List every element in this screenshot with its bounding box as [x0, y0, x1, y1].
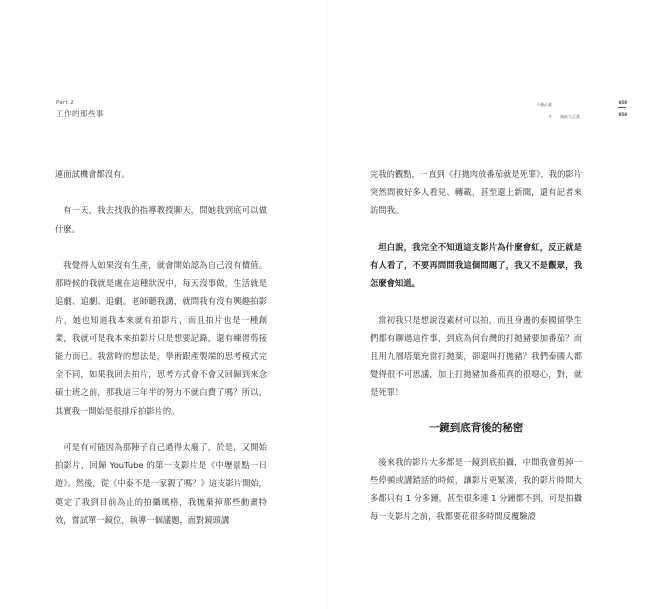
part-label: Part 2 — [56, 100, 74, 106]
paragraph: 當初我只是想說沒素材可以拍，而且身邊的泰國留學生們都有聊過這件事，到底為何台灣的打拋豬要加番茄？而且用九層塔葉充當打拋葉，卻還叫打拋豬？我們泰國人都覺得很不可思議，加上打拋豬加番茄真的很噁心，對，就是死罪！ — [370, 314, 582, 398]
running-head-line-2: 才 務最大正業 — [548, 114, 580, 119]
paragraph: 後來我的影片大多都是一鏡到底拍攝，中間我會剪掉一些停頓或講錯話的時候，讓影片更緊湊，我的影片時間大多都只有 1 分多鐘，甚至很多連 1 分鐘都不到，可是拍攝每一支影片之前，我都要花很多時間反覆驗證 — [370, 456, 582, 522]
page-number-top: 059 — [618, 100, 627, 105]
paragraph: 我覺得人如果沒有生產，就會開始認為自己沒有價值。那時候的我就是處在這種狀況中，每天沒事做，生活就是追劇、追劇、追劇。老師聽我講，就問我有沒有興趣拍影片，她也知道我本來就有拍影片，而且拍片也是一種創業，我就可是我本來拍影片只是想要記錄，還有練習剪接能力而已。我當時的想法是，學術跟產製端的思考模式完全不同，如果我回去拍片，思考方式會不會又回歸到來念碩士班之前，那我這三年半的努力不就白費了嗎？所以，其實我一開始是很排斥拍影片的。 — [55, 259, 267, 416]
running-head-line-1: 不務正業 — [536, 102, 552, 107]
right-page — [328, 0, 655, 609]
page-number-bottom: 058 — [618, 112, 627, 117]
running-head-left — [56, 100, 104, 119]
emphasized-paragraph: 坦白說，我完全不知道這支影片為什麼會紅，反正就是有人看了，不要再問問我這個問題了，我又不是觀眾，我怎麼會知道。 — [370, 241, 582, 289]
paragraph: 可是有可能因為那陣子自己過得太廢了，於是，又開始拍影片，回歸 YouTube 的第一支影片是《中壢景點一日遊》。然後，從《中泰不是一家親了嗎？》這支影片開始，奠定了我到目前為止的拍攝風格，我拋棄掉那些動畫特效，嘗試單一鏡位，執導一個議題，面對鏡頭講 — [55, 442, 267, 525]
page-number-divider — [618, 107, 626, 108]
paragraph: 完我的觀點，一直到《打拋肉放番茄就是死罪》，我的影片突然間被好多人看見、轉載，甚至還上新聞，還有記者來訪問我。 — [370, 169, 582, 216]
section-heading: 一鏡到底背後的秘密 — [428, 421, 524, 434]
paragraph: 有一天，我去找我的指導教授聊天，問她我到底可以做什麼。 — [55, 205, 267, 234]
running-head-right — [536, 102, 628, 122]
chapter-label: 工作的那些事 — [56, 109, 104, 118]
left-page-body — [55, 165, 267, 547]
left-page — [0, 0, 327, 609]
right-page-body — [370, 165, 582, 544]
paragraph: 連面試機會都沒有。 — [55, 169, 130, 179]
